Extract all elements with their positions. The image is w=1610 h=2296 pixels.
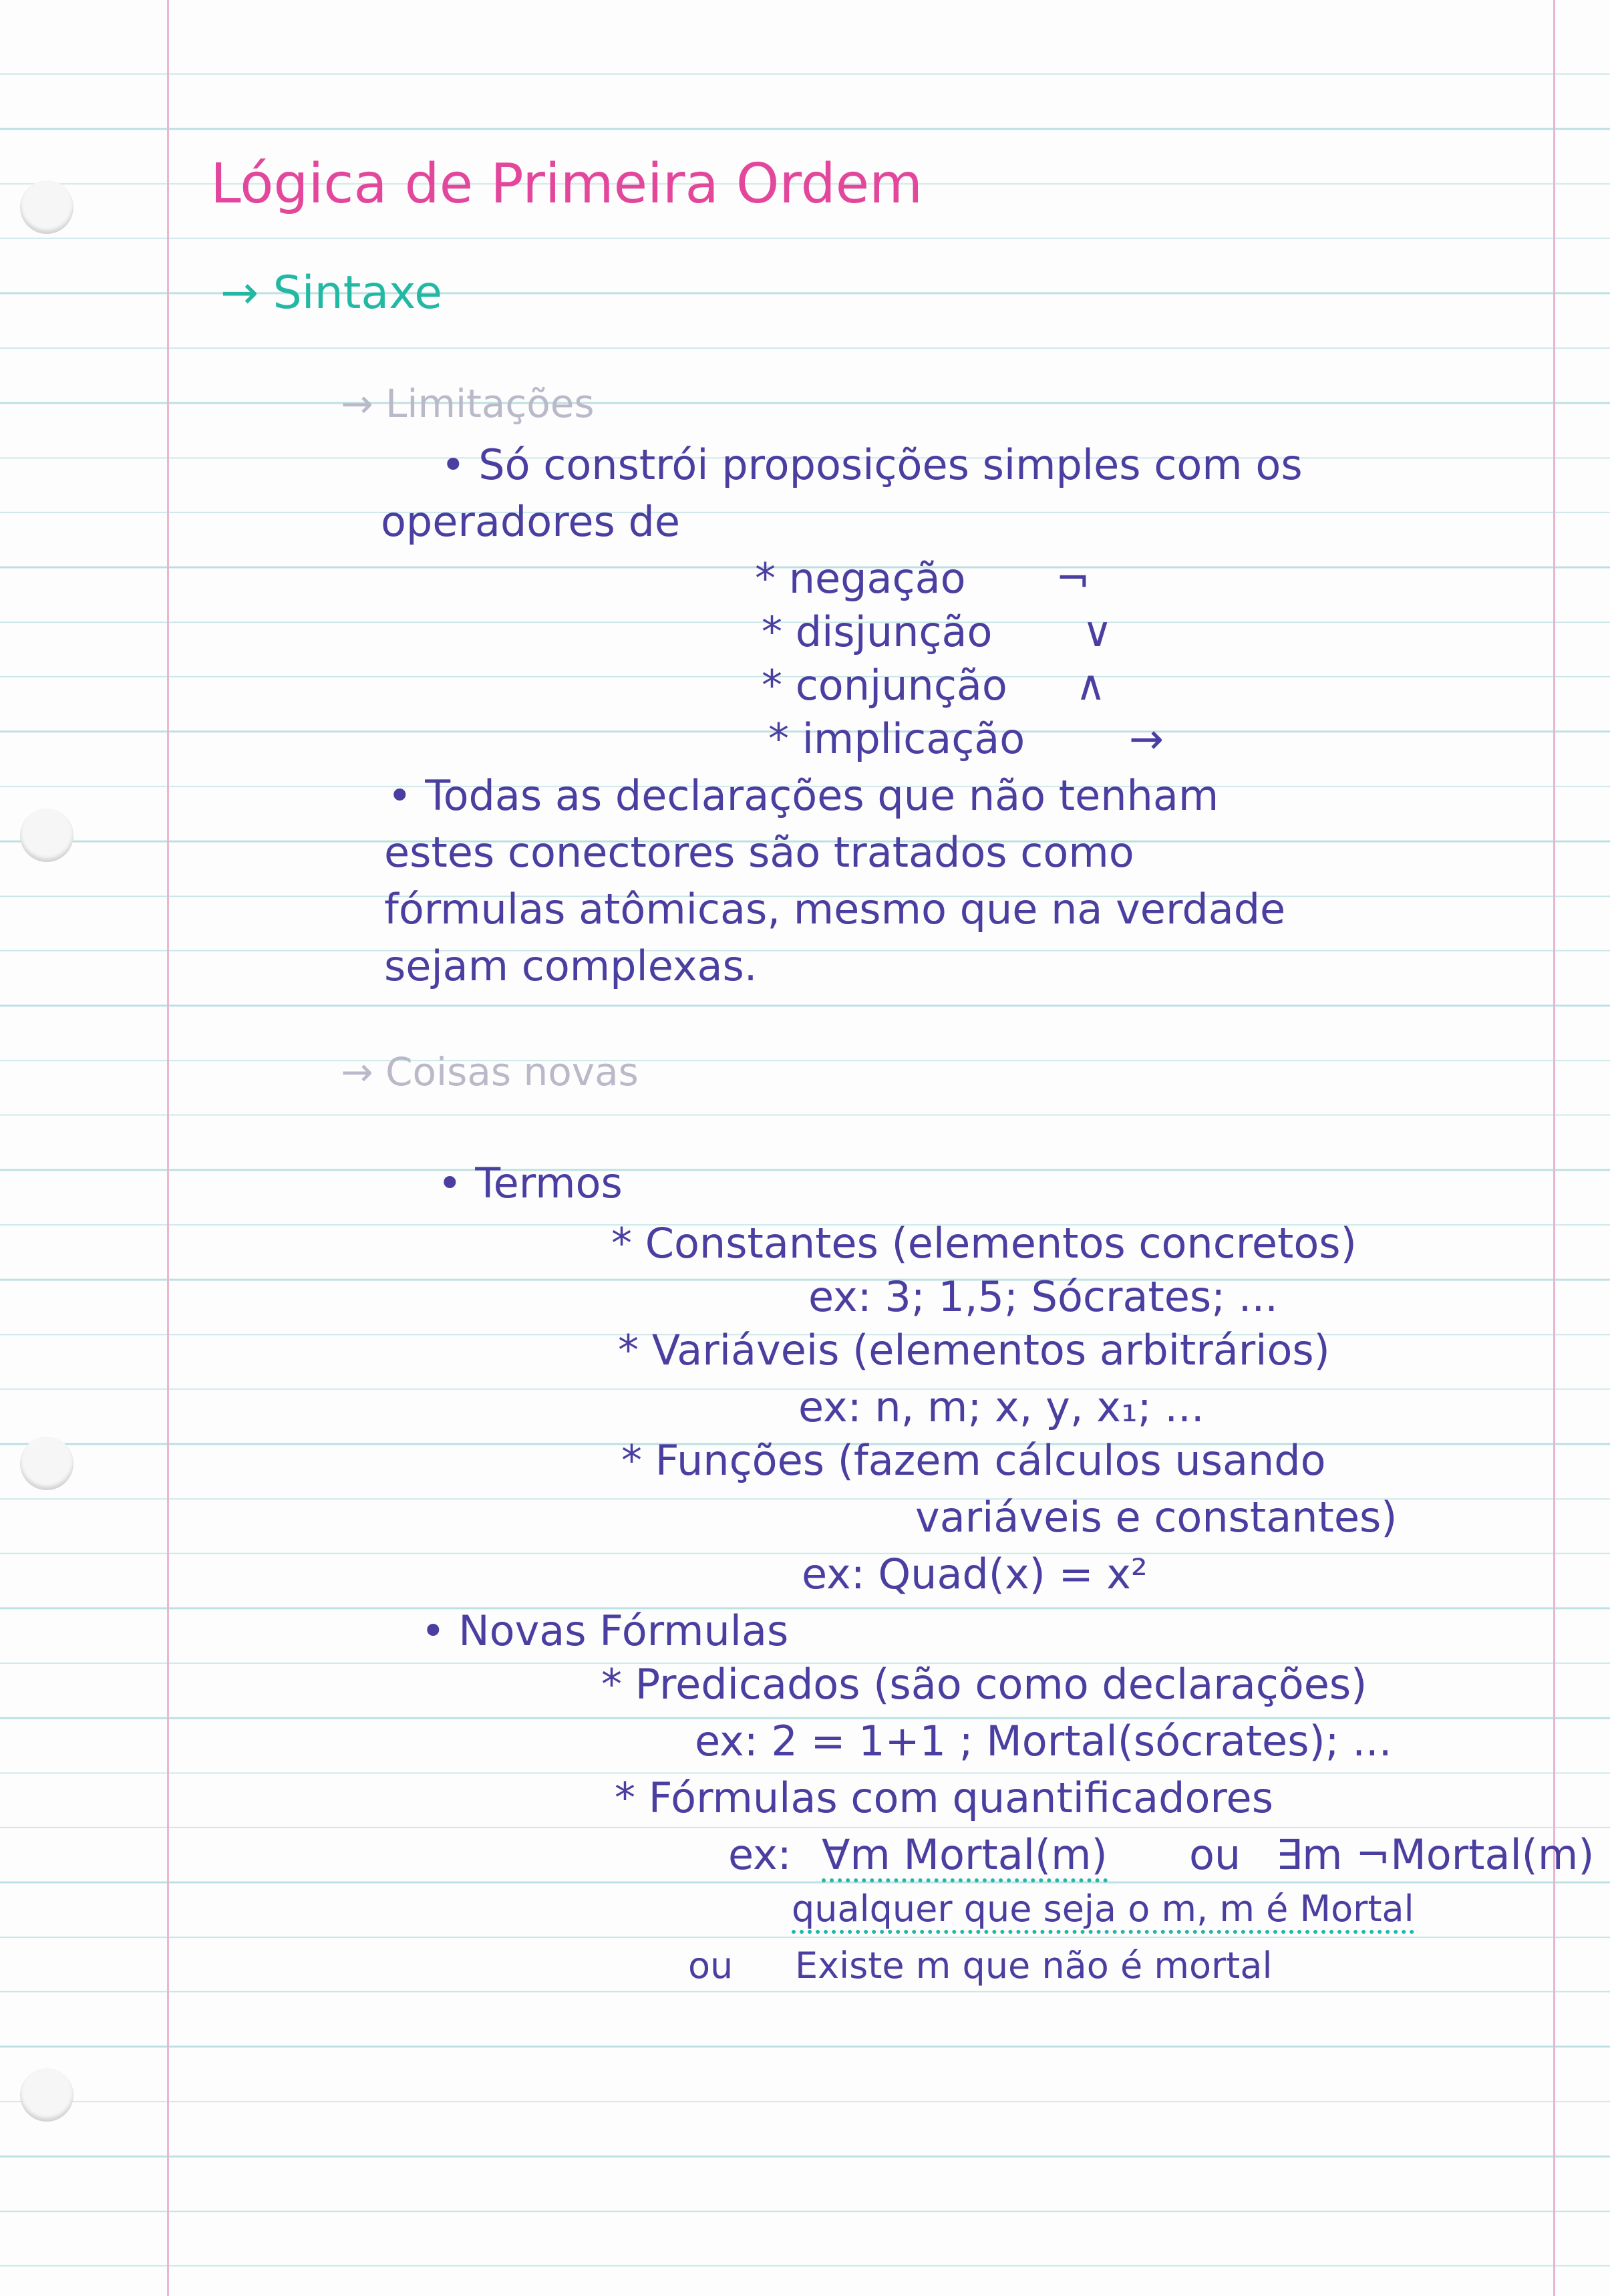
limitation-bullet-2-line-1: • Todas as declarações que não tenham — [387, 771, 1219, 820]
constants-line: * Constantes (elementos concretos) — [611, 1219, 1357, 1268]
operator-implication: * implicação — [768, 714, 1025, 763]
limitation-bullet-1-line-2: operadores de — [381, 497, 680, 546]
operator-implication-symbol: → — [1129, 714, 1164, 763]
limitation-bullet-2-line-3: fórmulas atômicas, mesmo que na verdade — [384, 885, 1286, 934]
quantifiers-example-exists: ∃m ¬Mortal(m) — [1276, 1830, 1595, 1879]
binder-hole — [20, 809, 73, 862]
variables-example: ex: n, m; x, y, x₁; ... — [798, 1383, 1204, 1431]
subheading-new-things: → Coisas novas — [341, 1049, 639, 1095]
quantifiers-example-forall: ∀m Mortal(m) — [822, 1834, 1108, 1882]
terms-label: • Termos — [438, 1159, 623, 1207]
quantifiers-example-or: ou — [1189, 1830, 1241, 1879]
quantifier-meaning-or: ou — [688, 1945, 734, 1987]
new-formulas-label: • Novas Fórmulas — [421, 1606, 789, 1655]
page-title: Lógica de Primeira Ordem — [210, 152, 923, 216]
functions-line-2: variáveis e constantes) — [915, 1493, 1398, 1542]
quantifier-meaning-exists: Existe m que não é mortal — [795, 1945, 1273, 1987]
constants-example: ex: 3; 1,5; Sócrates; ... — [808, 1272, 1278, 1321]
subheading-limitations: → Limitações — [341, 381, 595, 426]
right-margin-line — [1553, 0, 1555, 2296]
limitation-bullet-2-line-4: sejam complexas. — [384, 942, 758, 990]
predicates-line: * Predicados (são como declarações) — [601, 1660, 1367, 1709]
functions-line-1: * Funções (fazem cálculos usando — [621, 1436, 1326, 1485]
quantifier-meaning-forall: qualquer que seja o m, m é Mortal — [792, 1891, 1414, 1934]
quantifiers-example-prefix: ex: — [728, 1830, 792, 1879]
quantifiers-line: * Fórmulas com quantificadores — [615, 1773, 1274, 1822]
left-margin-line — [167, 0, 169, 2296]
operator-negation-symbol: ¬ — [1056, 554, 1090, 603]
limitation-bullet-1-line-1: • Só constrói proposições simples com os — [441, 440, 1303, 489]
operator-conjunction-symbol: ∧ — [1076, 661, 1106, 710]
limitation-bullet-2-line-2: estes conectores são tratados como — [384, 828, 1134, 877]
binder-hole — [20, 1437, 73, 1490]
binder-hole — [20, 2068, 73, 2122]
operator-negation: * negação — [755, 554, 966, 603]
predicates-example: ex: 2 = 1+1 ; Mortal(sócrates); ... — [695, 1717, 1392, 1765]
section-heading-syntax: → Sintaxe — [220, 267, 443, 319]
operator-disjunction-symbol: ∨ — [1082, 607, 1113, 656]
variables-line: * Variáveis (elementos arbitrários) — [618, 1326, 1330, 1375]
binder-hole — [20, 180, 73, 234]
operator-conjunction: * conjunção — [762, 661, 1007, 710]
functions-example: ex: Quad(x) = x² — [802, 1550, 1148, 1598]
operator-disjunction: * disjunção — [762, 607, 993, 656]
